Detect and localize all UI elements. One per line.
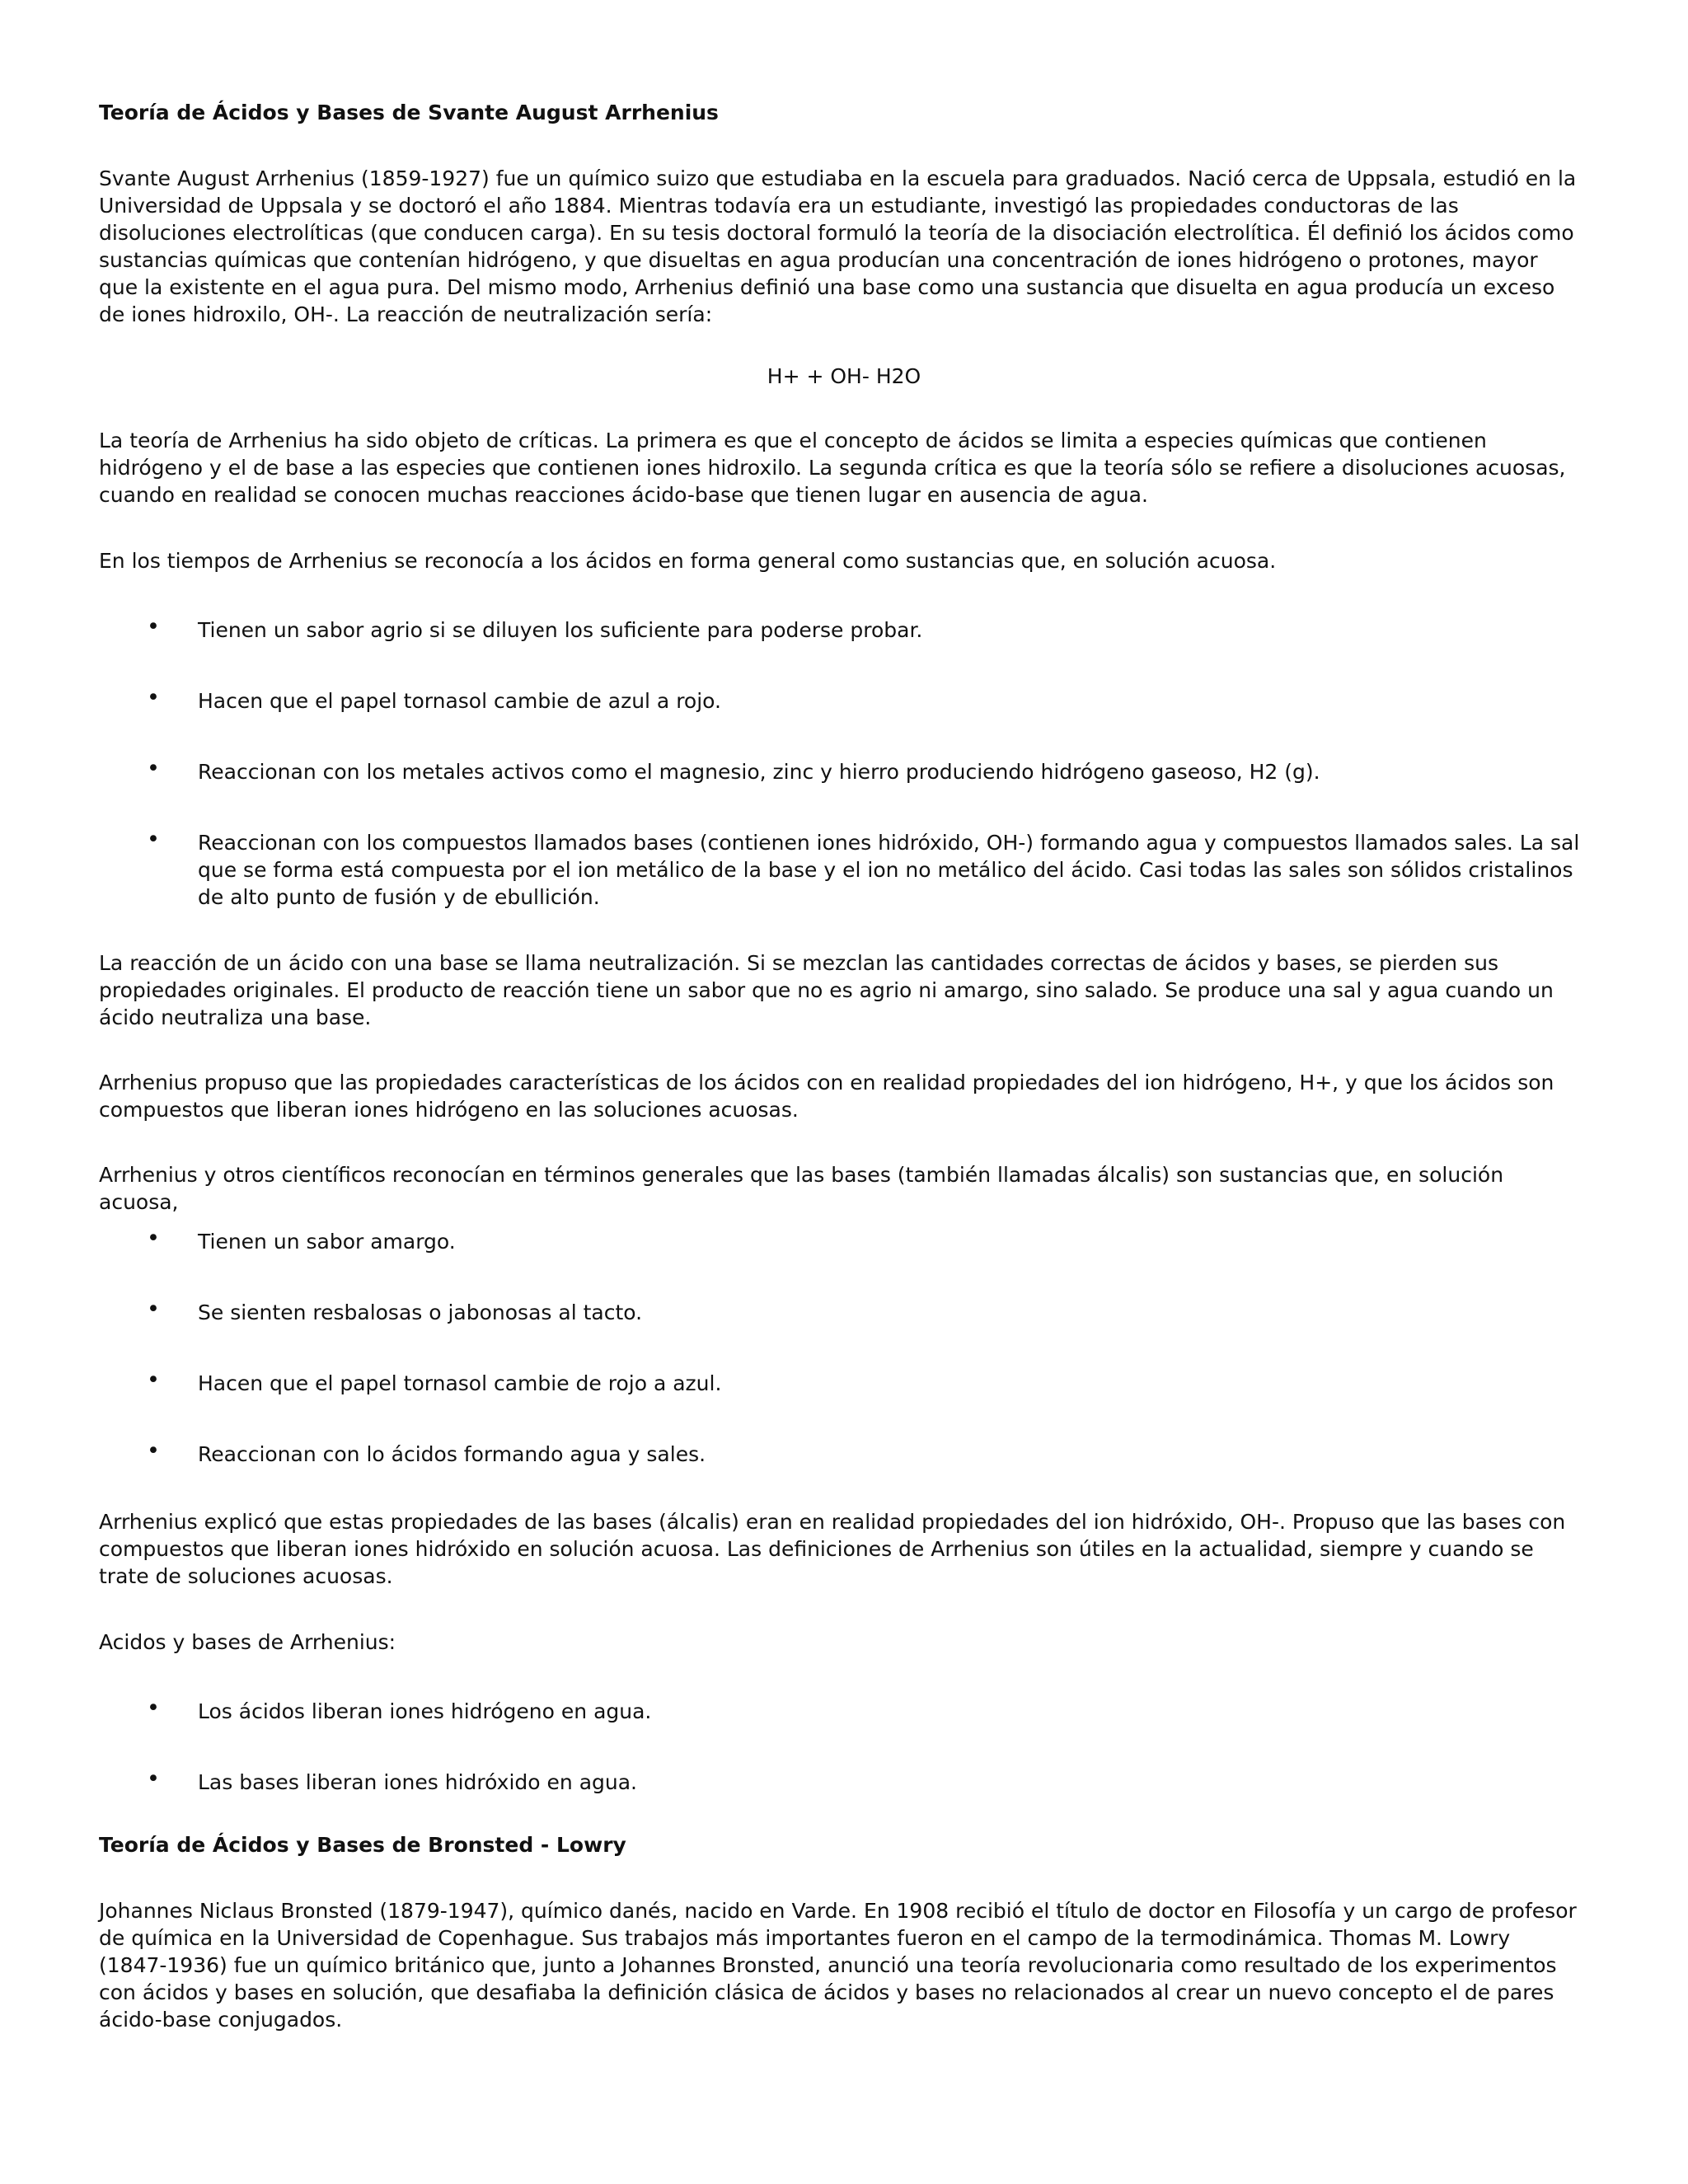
bullet-icon: •: [147, 756, 160, 781]
paragraph-hydroxide-ion: Arrhenius explicó que estas propiedades de las bases (álcalis) eran en realidad propiedades del ion hidróxido, OH-. Propuso que las bases con compuestos que liberan iones hidróxido en solución acuosa. Las definiciones de Arrhenius son útiles en la actualidad, siempre y cuando se trate de soluciones acuosas.: [99, 1510, 1566, 1588]
bullet-icon: •: [147, 685, 160, 710]
bullet-icon: •: [147, 614, 160, 640]
list-item-base-3: Hacen que el papel tornasol cambie de rojo a azul.: [198, 1371, 722, 1395]
paragraph-bronsted-lowry: Johannes Niclaus Bronsted (1879-1947), químico danés, nacido en Varde. En 1908 recibió el título de doctor en Filosofía y un cargo de profesor de química en la Universidad de Copenhague. Sus trabajos más importantes fueron en el campo de la termodinámica. Thomas M. Lowry (1847-1936) fue un químico británico que, junto a Johannes Bronsted, anunció una teoría revolucionaria como resultado de los experimentos con ácidos y bases en solución, que desafiaba la definición clásica de ácidos y bases no relacionados al crear un nuevo concepto el de pares ácido-base conjugados.: [99, 1899, 1577, 2032]
paragraph-criticism: La teoría de Arrhenius ha sido objeto de críticas. La primera es que el concepto de ácidos se limita a especies químicas que contienen hidrógeno y el de base a las especies que contienen iones hidroxilo. La segunda crítica es que la teoría sólo se refiere a disoluciones acuosas, cuando en realidad se conocen muchas reacciones ácido-base que tienen lugar en ausencia de agua.: [99, 429, 1566, 507]
list-item-acid-4: Reaccionan con los compuestos llamados bases (contienen iones hidróxido, OH-) formando agua y compuestos llamados sales. La sal que se forma está compuesta por el ion metálico de la base y el ion no metálico del ácido. Casi todas las sales son sólidos cristalinos de alto punto de fusión y de ebullición.: [198, 831, 1580, 909]
bullet-icon: •: [147, 1695, 160, 1721]
paragraph-arrhenius-bio: Svante August Arrhenius (1859-1927) fue un químico suizo que estudiaba en la escuela para graduados. Nació cerca de Uppsala, estudió en la Universidad de Uppsala y se doctoró el año 1884. Mientras todavía era un estudiante, investigó las propiedades conductoras de las disoluciones electrolíticas (que conducen carga). En su tesis doctoral formuló la teoría de la disociación electrolítica. Él definió los ácidos como sustancias químicas que contenían hidrógeno, y que disueltas en agua producían una concentración de iones hidrógeno o protones, mayor que la existente en el agua pura. Del mismo modo, Arrhenius definió una base como una sustancia que disuelta en agua producía un exceso de iones hidroxilo, OH-. La reacción de neutralización sería:: [99, 166, 1577, 326]
bullet-icon: •: [147, 1766, 160, 1792]
paragraph-summary-intro: Acidos y bases de Arrhenius:: [99, 1630, 396, 1654]
heading-arrhenius: Teoría de Ácidos y Bases de Svante August Arrhenius: [99, 101, 719, 124]
list-item-acid-2: Hacen que el papel tornasol cambie de azul a rojo.: [198, 689, 721, 713]
list-item-base-2: Se sienten resbalosas o jabonosas al tacto.: [198, 1301, 643, 1324]
paragraph-hydrogen-ion: Arrhenius propuso que las propiedades características de los ácidos con en realidad propiedades del ion hidrógeno, H+, y que los ácidos son compuestos que liberan iones hidrógeno en las soluciones acuosas.: [99, 1071, 1554, 1122]
bullet-icon: •: [147, 827, 160, 852]
list-item-summary-2: Las bases liberan iones hidróxido en agua.: [198, 1770, 637, 1794]
list-item-base-1: Tienen un sabor amargo.: [198, 1230, 456, 1254]
list-item-acid-3: Reaccionan con los metales activos como el magnesio, zinc y hierro produciendo hidrógeno gaseoso, H2 (g).: [198, 760, 1320, 784]
bullet-icon: •: [147, 1296, 160, 1322]
neutralization-equation: H+ + OH- H2O: [767, 364, 921, 388]
list-item-base-4: Reaccionan con lo ácidos formando agua y sales.: [198, 1442, 706, 1466]
paragraph-neutralization: La reacción de un ácido con una base se llama neutralización. Si se mezclan las cantidades correctas de ácidos y bases, se pierden sus propiedades originales. El producto de reacción tiene un sabor que no es agrio ni amargo, sino salado. Se produce una sal y agua cuando un ácido neutraliza una base.: [99, 951, 1554, 1029]
list-item-acid-1: Tienen un sabor agrio si se diluyen los suficiente para poderse probar.: [198, 618, 923, 642]
paragraph-bases-intro: Arrhenius y otros científicos reconocían en términos generales que las bases (también llamadas álcalis) son sustancias que, en solución acuosa,: [99, 1163, 1504, 1214]
bullet-icon: •: [147, 1226, 160, 1251]
paragraph-acids-intro: En los tiempos de Arrhenius se reconocía a los ácidos en forma general como sustancias que, en solución acuosa.: [99, 549, 1277, 573]
bullet-icon: •: [147, 1367, 160, 1393]
list-item-summary-1: Los ácidos liberan iones hidrógeno en agua.: [198, 1699, 652, 1723]
heading-bronsted-lowry: Teoría de Ácidos y Bases de Bronsted - Lowry: [99, 1833, 626, 1857]
bullet-icon: •: [147, 1438, 160, 1464]
